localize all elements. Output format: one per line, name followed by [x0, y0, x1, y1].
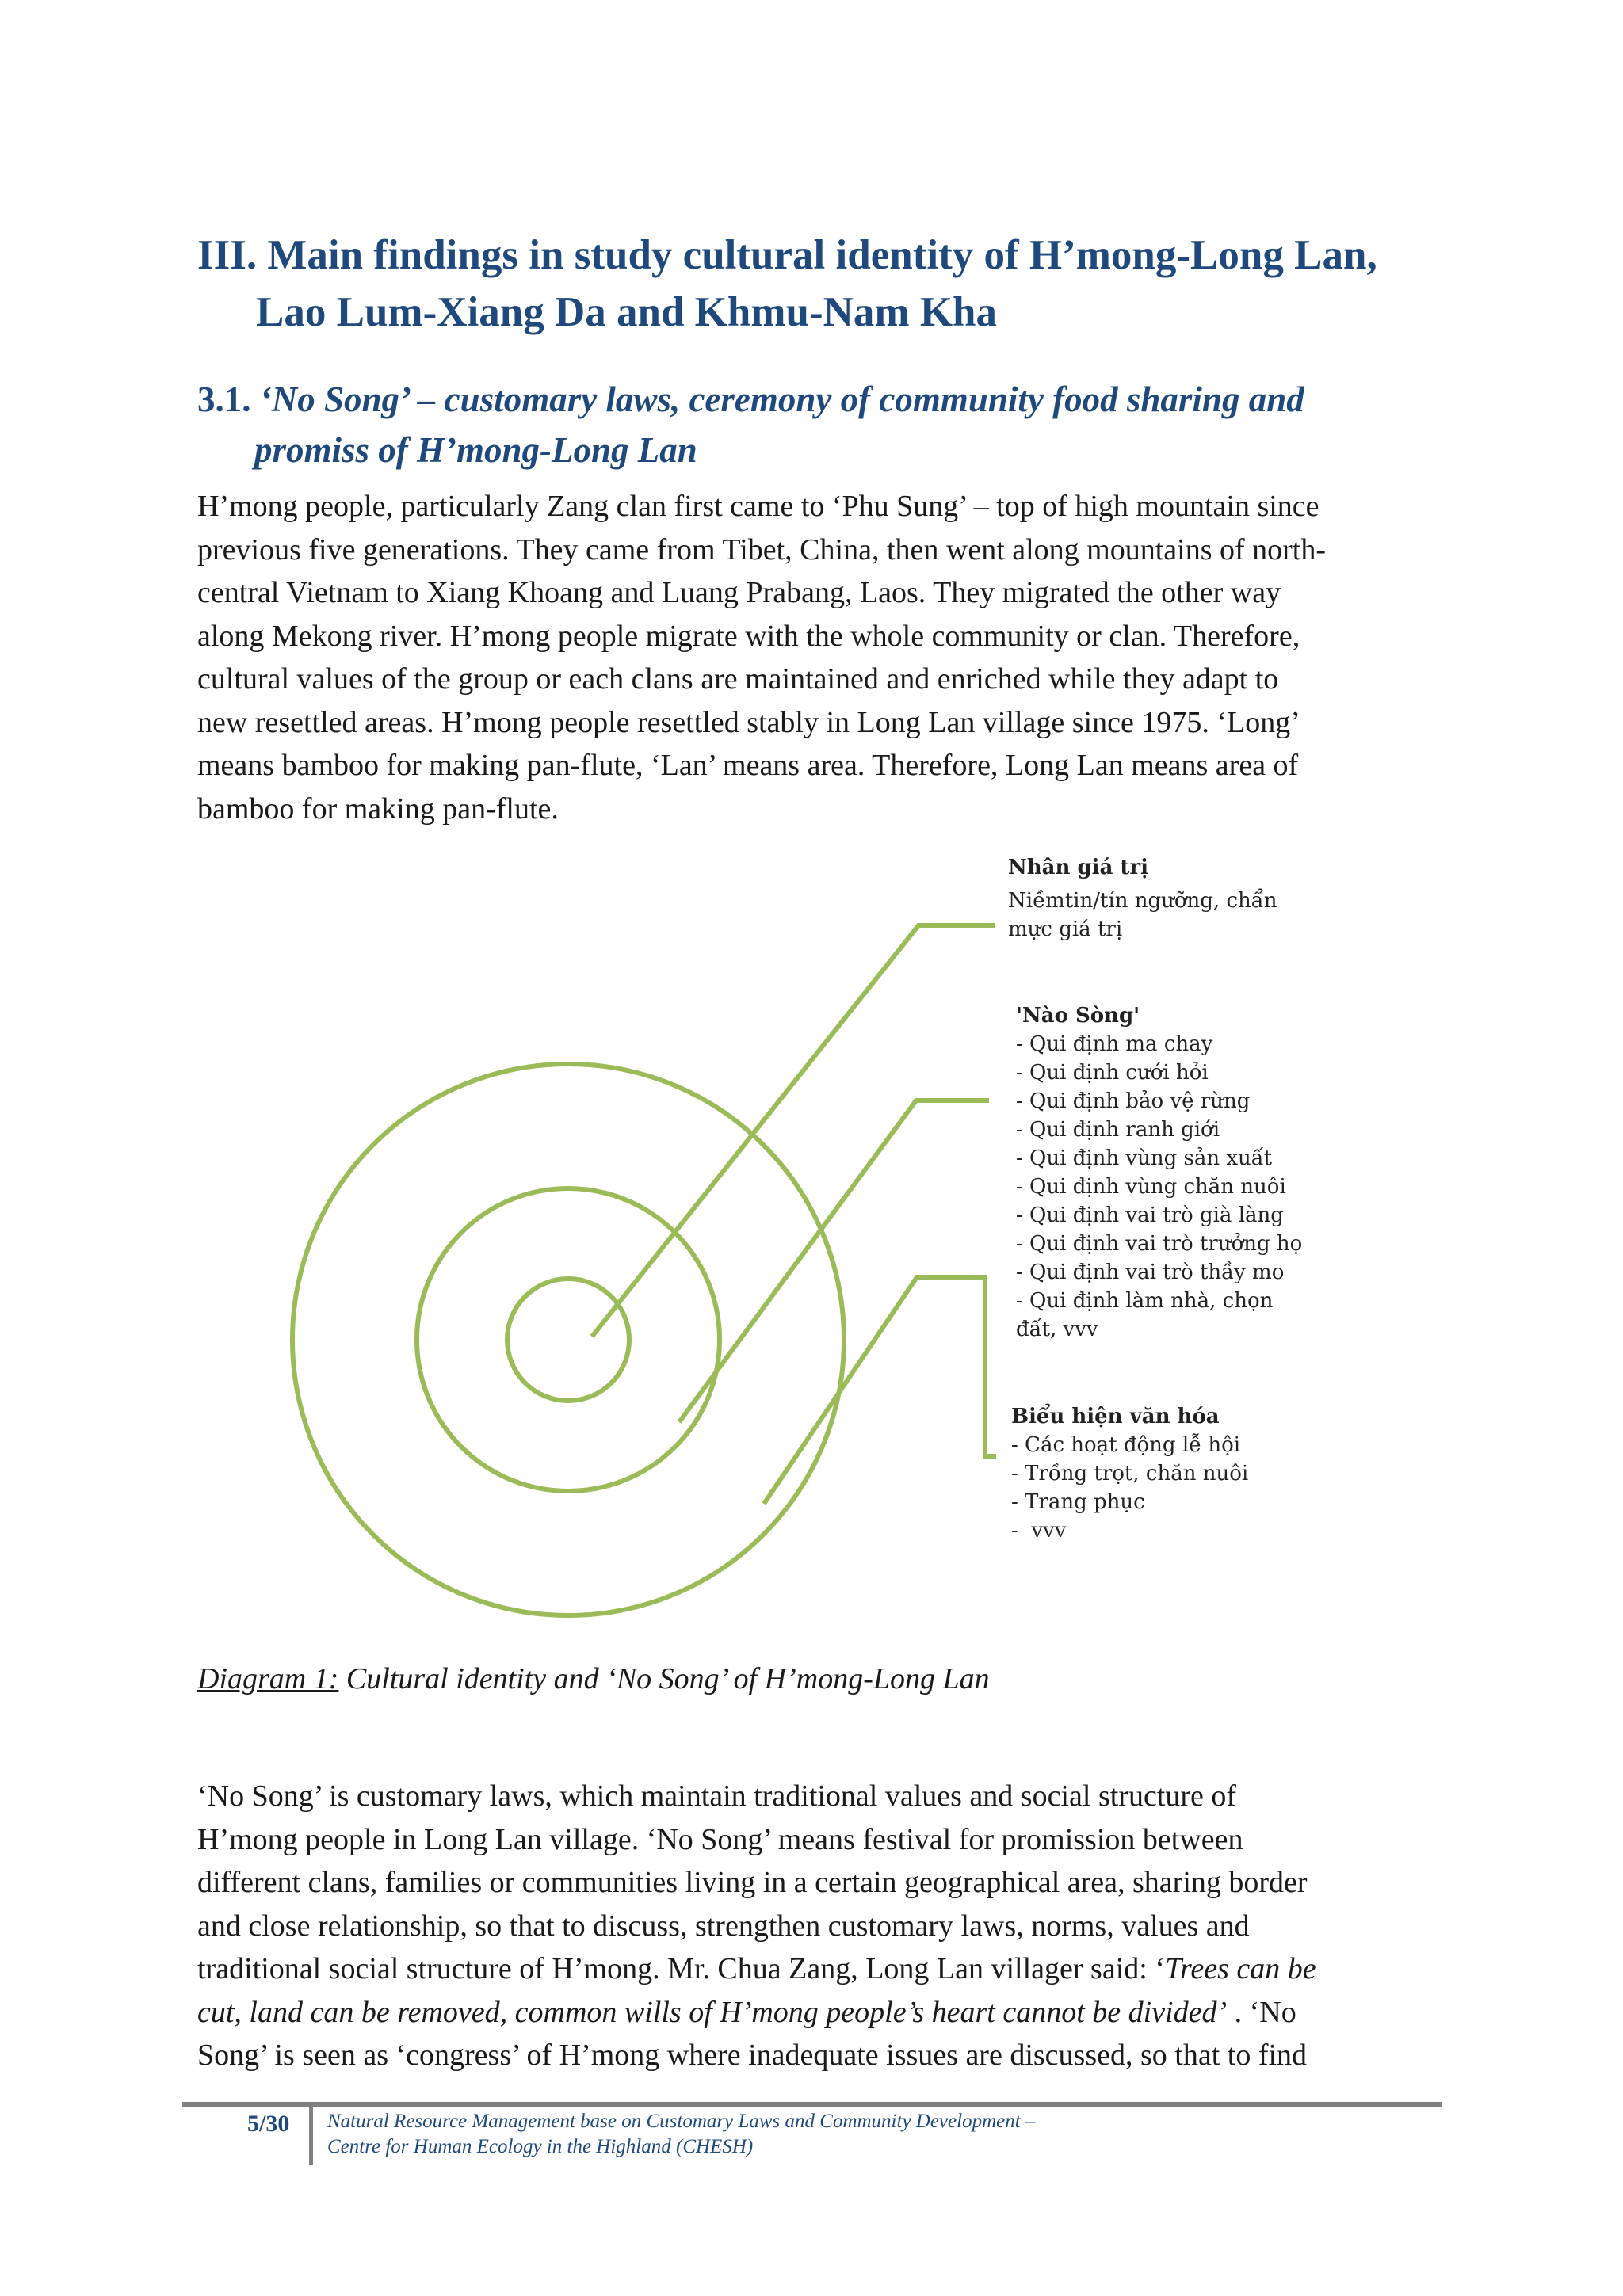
paragraph-line: bamboo for making pan-flute. [197, 791, 559, 826]
paragraph-line: central Vietnam to Xiang Khoang and Luang Prabang, Laos. They migrated the other way [197, 576, 1281, 609]
footer-line1: Natural Resource Management base on Customary Laws and Community Development – [327, 2111, 1036, 2132]
middle-item: - Qui định vai trò thầy mo [1016, 1261, 1285, 1284]
middle-title: 'Nào Sòng' [1016, 1004, 1140, 1028]
middle-item: đất, vvv [1016, 1318, 1098, 1341]
paragraph-line: ‘No Song’ is customary laws, which maintain traditional values and social structure of [197, 1779, 1237, 1813]
section-heading-line1: III. Main findings in study cultural identity of H’mong-Long Lan, [197, 232, 1377, 278]
no-song-paragraph [197, 1775, 1434, 2077]
core-circle [507, 1279, 629, 1401]
outer-leader-line [764, 1277, 996, 1504]
outer-item: - Trang phục [1011, 1490, 1145, 1514]
core-line: Niềmtin/tín ngưỡng, chẩn [1008, 889, 1277, 913]
paragraph-line: cultural values of the group or each clans are maintained and enriched while they adapt to [197, 662, 1279, 696]
subsection-title-line1: ‘No Song’ – customary laws, ceremony of community food sharing and [259, 379, 1304, 419]
paragraph-line: different clans, families or communities living in a certain geographical area, sharing border [197, 1866, 1308, 1899]
caption-text: Cultural identity and ‘No Song’ of H’mong-Long Lan [338, 1662, 990, 1695]
paragraph-line: H’mong people in Long Lan village. ‘No Song’ means festival for promission between [197, 1822, 1243, 1856]
middle-item: - Qui định vai trò già làng [1016, 1203, 1284, 1227]
paragraph-line [197, 1991, 1434, 2035]
page-number: 5/30 [247, 2111, 290, 2137]
outer-item: - Các hoạt động lễ hội [1011, 1433, 1241, 1457]
middle-item: - Qui định vùng sản xuất [1016, 1146, 1273, 1170]
middle-item: - Qui định vai trò trưởng họ [1016, 1232, 1303, 1256]
subsection-title-line2: promiss of H’mong-Long Lan [254, 430, 697, 470]
section-heading-line2: Lao Lum-Xiang Da and Khmu-Nam Kha [256, 289, 998, 335]
outer-item: - vvv [1011, 1519, 1067, 1543]
outer-circle [292, 1064, 844, 1615]
paragraph-line: H’mong people, particularly Zang clan first came to ‘Phu Sung’ – top of high mountain since [197, 490, 1319, 523]
paragraph-line: new resettled areas. H’mong people resettled stably in Long Lan village since 1975. ‘Long’ [197, 705, 1300, 739]
paragraph-line: along Mekong river. H’mong people migrate with the whole community or clan. Therefore, [197, 619, 1300, 653]
middle-item: - Qui định bảo vệ rừng [1016, 1089, 1251, 1113]
footer-line2: Centre for Human Ecology in the Highland (CHESH) [327, 2136, 754, 2157]
middle-item: - Qui định vùng chăn nuôi [1016, 1175, 1286, 1199]
outer-title: Biểu hiện văn hóa [1011, 1405, 1220, 1428]
paragraph-line: and close relationship, so that to discuss, strengthen customary laws, norms, values and [197, 1909, 1250, 1943]
diagram-caption [197, 1661, 990, 1696]
paragraph-line: previous five generations. They came from Tibet, China, then went along mountains of north- [197, 532, 1327, 566]
paragraph-text: . ‘No [1227, 1995, 1296, 2029]
footer-text [327, 2109, 1035, 2160]
core-line: mực giá trị [1008, 917, 1123, 941]
core-title: Nhân giá trị [1008, 856, 1149, 879]
caption-label: Diagram 1: [197, 1662, 339, 1695]
outer-item: - Trồng trọt, chăn nuôi [1011, 1462, 1249, 1486]
middle-item: - Qui định ranh giới [1016, 1118, 1220, 1142]
paragraph-text: traditional social structure of H’mong. Mr. Chua Zang, Long Lan villager said: ‘ [197, 1952, 1165, 1985]
subsection-number: 3.1. [197, 379, 260, 419]
middle-item: - Qui định làm nhà, chọn [1016, 1289, 1274, 1313]
middle-item: - Qui định ma chay [1016, 1032, 1213, 1056]
paragraph-line: Song’ is seen as ‘congress’ of H’mong where inadequate issues are discussed, so that to find [197, 2039, 1308, 2072]
paragraph-line: means bamboo for making pan-flute, ‘Lan’ means area. Therefore, Long Lan means area of [197, 749, 1299, 782]
footer-divider [182, 2102, 1442, 2107]
footer-separator [309, 2107, 313, 2165]
quote-text: cut, land can be removed, common wills of H’mong people’s heart cannot be divided’ [197, 1995, 1228, 2029]
middle-item: - Qui định cưới hỏi [1016, 1061, 1209, 1085]
quote-text: Trees can be [1164, 1952, 1316, 1985]
paragraph-line [197, 1947, 1434, 1991]
